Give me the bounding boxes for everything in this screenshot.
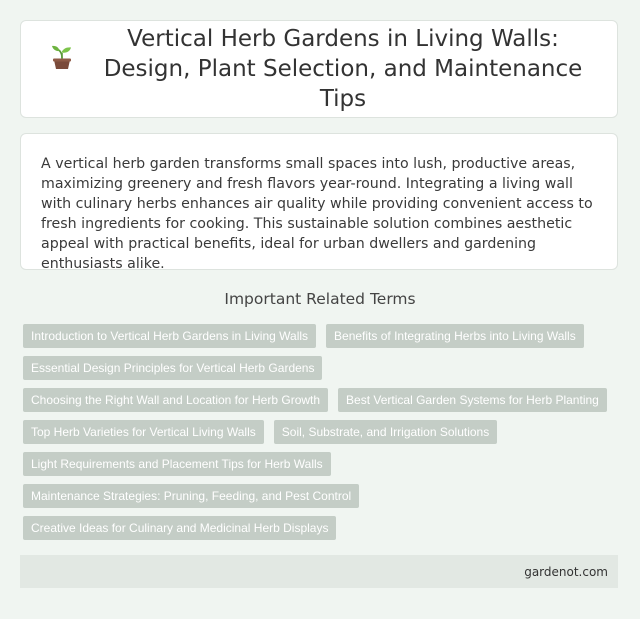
intro-card bbox=[20, 133, 618, 270]
title-card bbox=[20, 20, 618, 118]
page-title: Vertical Herb Gardens in Living Walls: Design, Plant Selection, and Maintenance Tips bbox=[103, 26, 583, 112]
title-wrap bbox=[49, 24, 589, 114]
sprout-icon bbox=[49, 44, 75, 70]
term-tag[interactable]: Essential Design Principles for Vertical Herb Gardens bbox=[23, 356, 322, 380]
term-tag[interactable]: Soil, Substrate, and Irrigation Solutions bbox=[274, 420, 497, 444]
term-tag[interactable]: Best Vertical Garden Systems for Herb Planting bbox=[338, 388, 607, 412]
term-tag[interactable]: Light Requirements and Placement Tips for Herb Walls bbox=[23, 452, 331, 476]
term-tag[interactable]: Choosing the Right Wall and Location for Herb Growth bbox=[23, 388, 328, 412]
related-terms-heading: Important Related Terms bbox=[224, 290, 416, 308]
footer-site-link[interactable]: gardenot.com bbox=[524, 564, 608, 579]
footer bbox=[20, 555, 618, 588]
intro-paragraph: A vertical herb garden transforms small spaces into lush, productive areas, maximizing greenery and fresh flavors year-round. Integrating a living wall with culinary herbs enhances air quality while providing convenient access to fresh ingredients for cooking. This sustainable solution combines aesthetic appeal with practical benefits, ideal for urban dwellers and gardening enthusiasts alike. bbox=[41, 156, 593, 272]
term-tag[interactable]: Top Herb Varieties for Vertical Living Walls bbox=[23, 420, 264, 444]
term-tag[interactable]: Benefits of Integrating Herbs into Living Walls bbox=[326, 324, 584, 348]
term-tag[interactable]: Introduction to Vertical Herb Gardens in Living Walls bbox=[23, 324, 316, 348]
related-terms-list bbox=[23, 324, 617, 540]
term-tag[interactable]: Maintenance Strategies: Pruning, Feeding, and Pest Control bbox=[23, 484, 359, 508]
term-tag[interactable]: Creative Ideas for Culinary and Medicinal Herb Displays bbox=[23, 516, 336, 540]
